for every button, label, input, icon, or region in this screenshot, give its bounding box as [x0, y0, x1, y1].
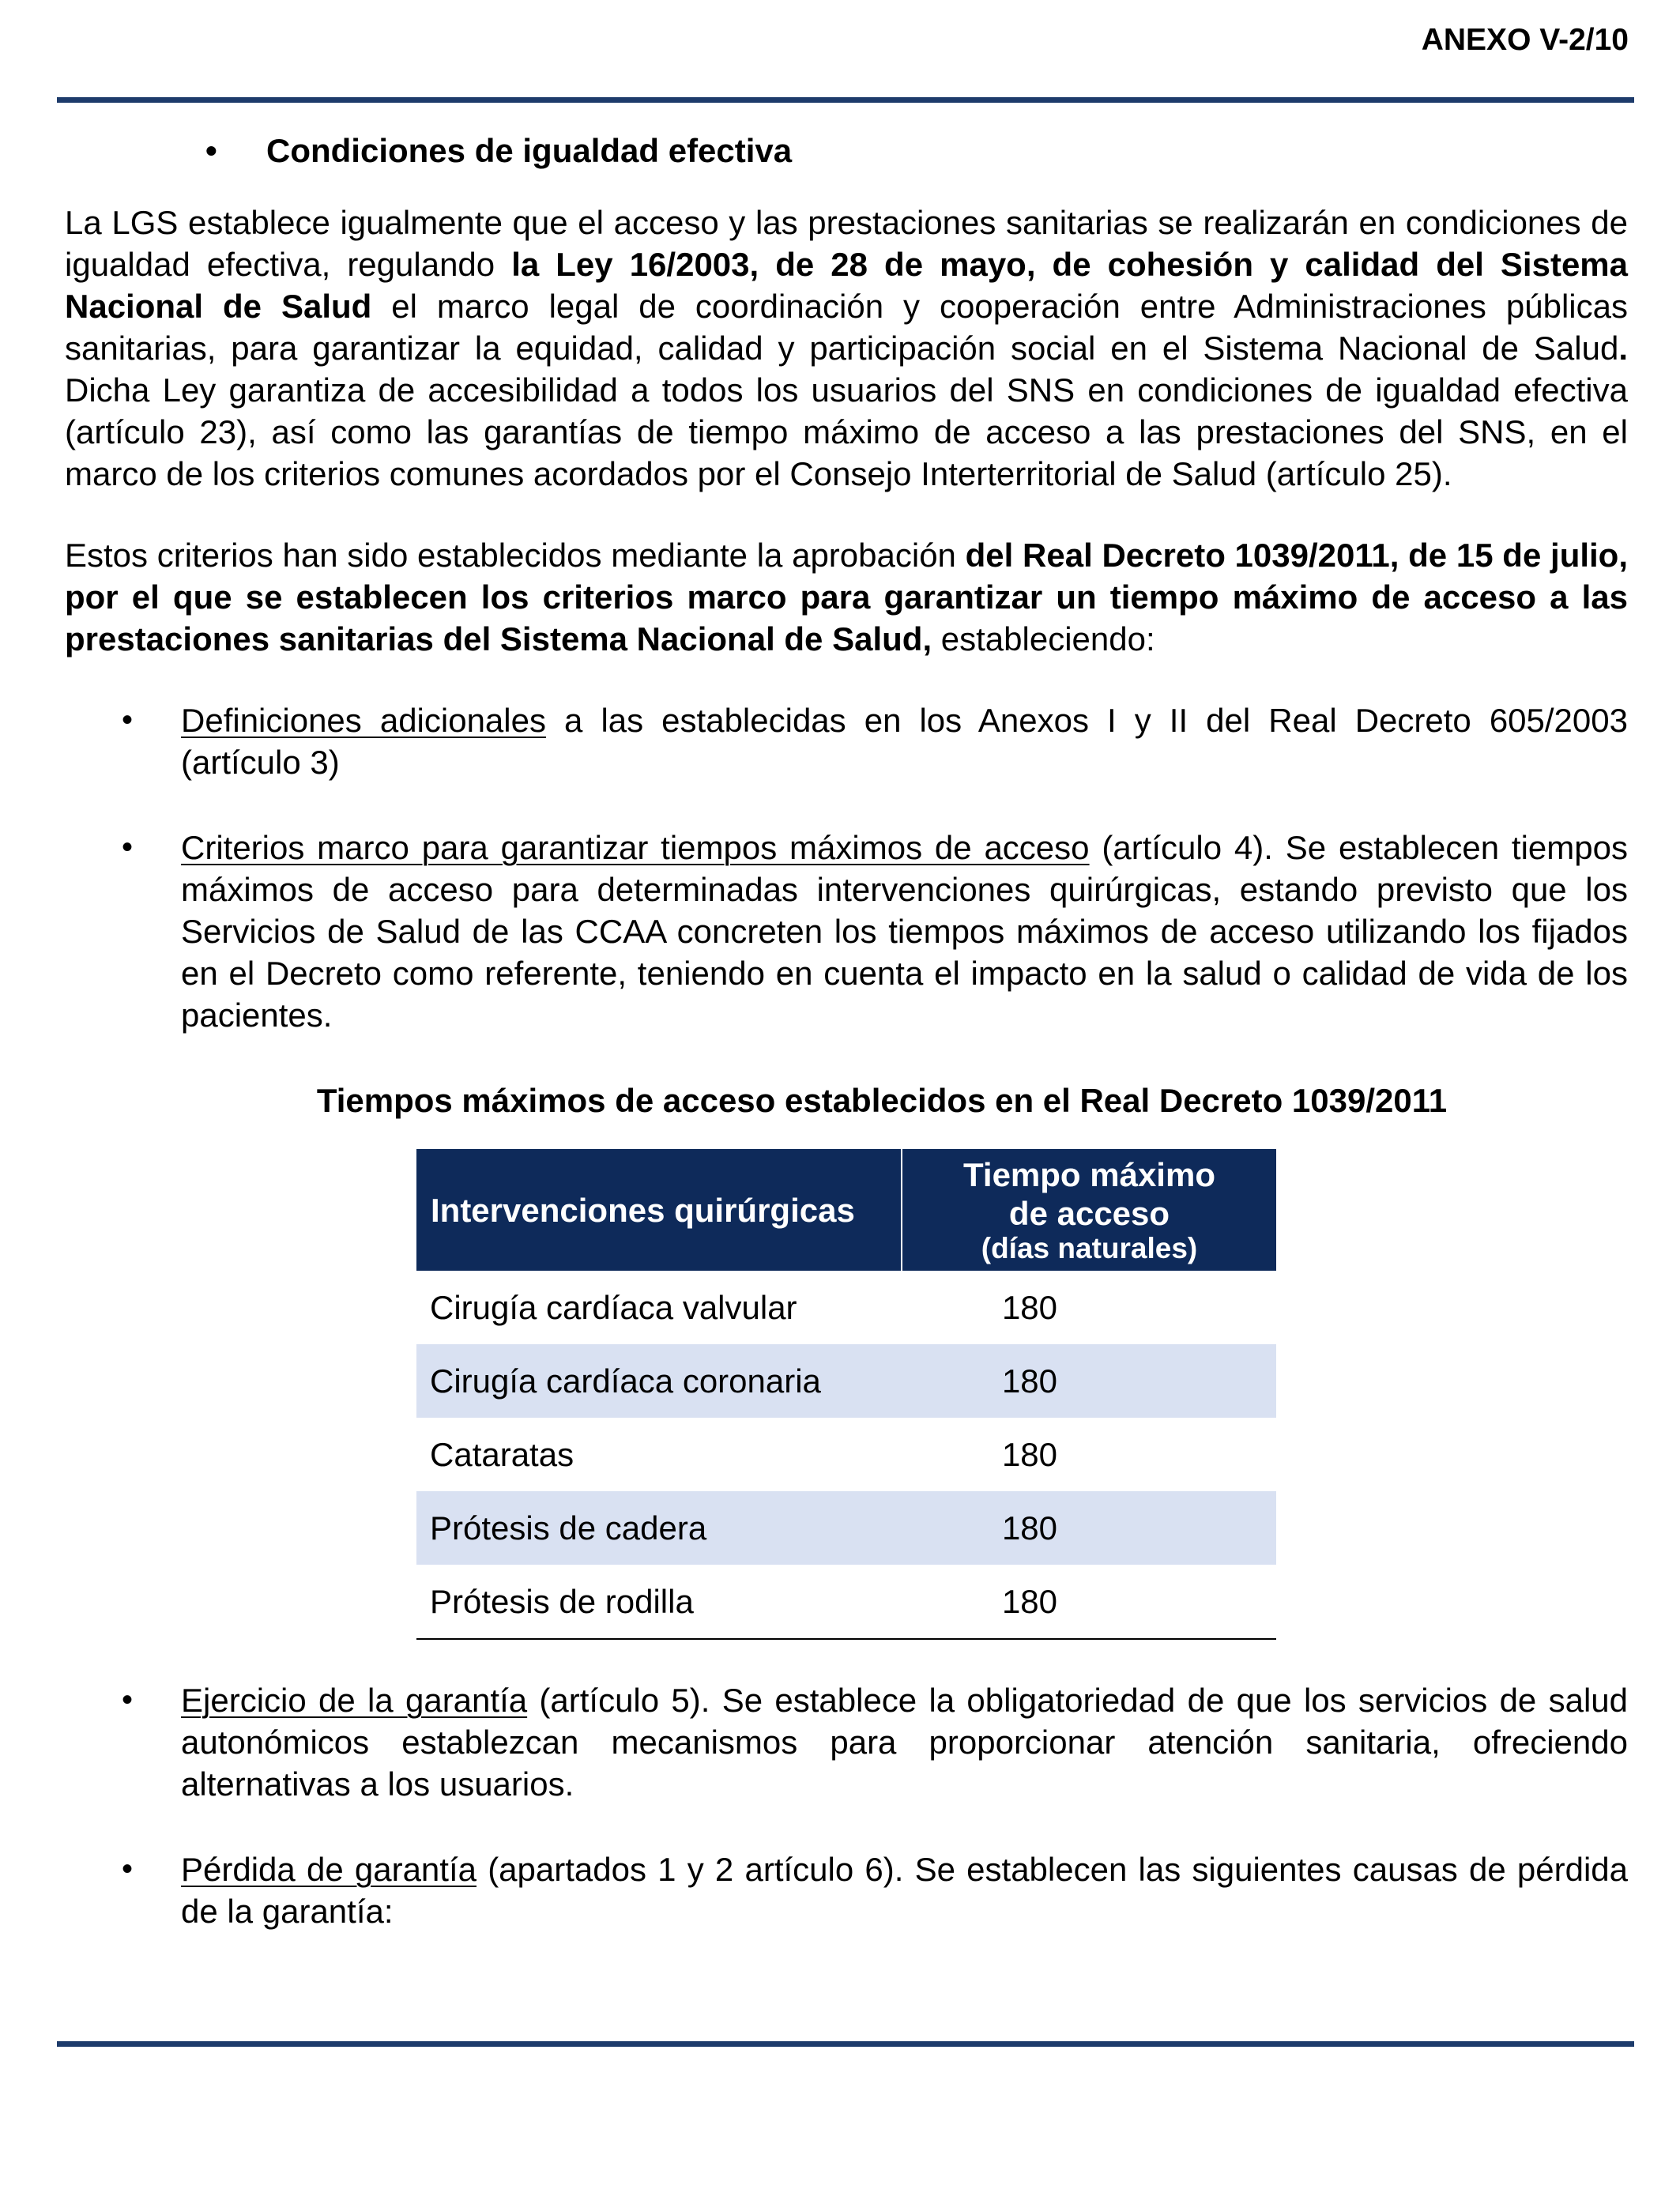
header-unit: (días naturales) [981, 1232, 1198, 1264]
text-run: estableciendo: [932, 620, 1155, 657]
bullet-icon: • [122, 703, 134, 737]
bold-decree-reference: del Real Decreto 1039/2011, de 15 de julio, por el que se establecen los criterios marco para garantizar un tiempo máximo de acceso a las prestaciones sanitarias del Sistema Nacional de Salud, [65, 537, 1629, 657]
list-item [65, 827, 1628, 1036]
section-title: Condiciones de igualdad efectiva [266, 132, 793, 169]
paragraph-ley-16-2003 [65, 202, 1628, 495]
criteria-list [65, 699, 1628, 1036]
intervention-name: Cirugía cardíaca valvular [430, 1289, 797, 1326]
access-times-table [416, 1149, 1276, 1640]
list-item-heading: Definiciones adicionales [181, 702, 546, 739]
text-run: La LGS establece igualmente que el acceso y las prestaciones sanitarias se realizarán en condiciones de igualdad efectiva, regulando [65, 204, 1628, 283]
page-content [65, 130, 1628, 1976]
max-days: 180 [1001, 1436, 1058, 1473]
list-item-text: (artículo 4). Se establecen tiempos máximos de acceso para determinadas intervenciones quirúrgicas, estando previsto que los Servicios de Salud de las CCAA concreten los tiempos máximos de acceso utilizando los fijados en el Decreto como referente, teniendo en cuenta el impacto en la salud o calidad de vida de los pacientes. [181, 829, 1628, 1034]
header-rule [57, 97, 1634, 103]
max-days: 180 [902, 1565, 1276, 1639]
column-header-interventions: Intervenciones quirúrgicas [416, 1149, 902, 1271]
column-header-max-time [902, 1149, 1276, 1271]
paragraph-real-decreto [65, 534, 1628, 660]
guarantee-list [65, 1679, 1628, 1932]
bullet-icon: • [122, 1852, 134, 1886]
bullet-icon: • [122, 1682, 134, 1717]
table-header-row [416, 1149, 1276, 1271]
text-run: el marco legal de coordinación y cooperación entre Administraciones públicas sanitarias, para garantizar la equidad, calidad y participación social en el Sistema Nacional de Salud [65, 288, 1628, 367]
list-item [65, 699, 1628, 783]
intervention-name: Cataratas [430, 1436, 574, 1473]
header-line: Tiempo máximo [963, 1156, 1215, 1193]
intervention-name: Prótesis de cadera [416, 1491, 902, 1565]
table-row [416, 1418, 1276, 1491]
list-item-text: a las establecidas en los Anexos I y II del Real Decreto 605/2003 (artículo 3) [181, 702, 1628, 781]
header-line: de acceso [1008, 1195, 1170, 1232]
table-row [416, 1565, 1276, 1639]
table-row [416, 1344, 1276, 1418]
bold-law-reference: la Ley 16/2003, de 28 de mayo, de cohesión y calidad del Sistema Nacional de Salud [65, 246, 1629, 325]
table-row [416, 1491, 1276, 1565]
page-number: ANEXO V-2/10 [1421, 23, 1629, 57]
footer-rule [57, 2041, 1634, 2047]
list-item-heading: Ejercicio de la garantía [181, 1682, 528, 1719]
list-item-heading: Criterios marco para garantizar tiempos máximos de acceso [181, 829, 1090, 866]
max-days: 180 [1001, 1289, 1058, 1326]
bold-period: . [1618, 330, 1628, 367]
list-item-text: (apartados 1 y 2 artículo 6). Se establecen las siguientes causas de pérdida de la garantía: [181, 1851, 1629, 1930]
list-item-text: (artículo 5). Se establece la obligatoriedad de que los servicios de salud autonómicos establezcan mecanismos para proporcionar atención sanitaria, ofreciendo alternativas a los usuarios. [181, 1682, 1628, 1803]
list-item [65, 1848, 1628, 1932]
intervention-name: Cirugía cardíaca coronaria [416, 1344, 902, 1418]
bullet-icon: • [122, 830, 134, 865]
max-days: 180 [902, 1491, 1276, 1565]
text-run: Dicha Ley garantiza de accesibilidad a todos los usuarios del SNS en condiciones de igualdad efectiva (artículo 23), así como las garantías de tiempo máximo de acceso a las prestaciones del SNS, en el marco de los criterios comunes acordados por el Consejo Interterritorial de Salud (artículo 25). [65, 371, 1628, 492]
intervention-name: Prótesis de rodilla [416, 1565, 902, 1639]
table-title: Tiempos máximos de acceso establecidos en el Real Decreto 1039/2011 [316, 1082, 1448, 1119]
bullet-icon: • [205, 132, 217, 169]
table-row [416, 1271, 1276, 1344]
section-heading [65, 130, 1628, 171]
max-days: 180 [902, 1344, 1276, 1418]
list-item [65, 1679, 1628, 1805]
list-item-heading: Pérdida de garantía [181, 1851, 477, 1888]
text-run: Estos criterios han sido establecidos mediante la aprobación [65, 537, 966, 574]
